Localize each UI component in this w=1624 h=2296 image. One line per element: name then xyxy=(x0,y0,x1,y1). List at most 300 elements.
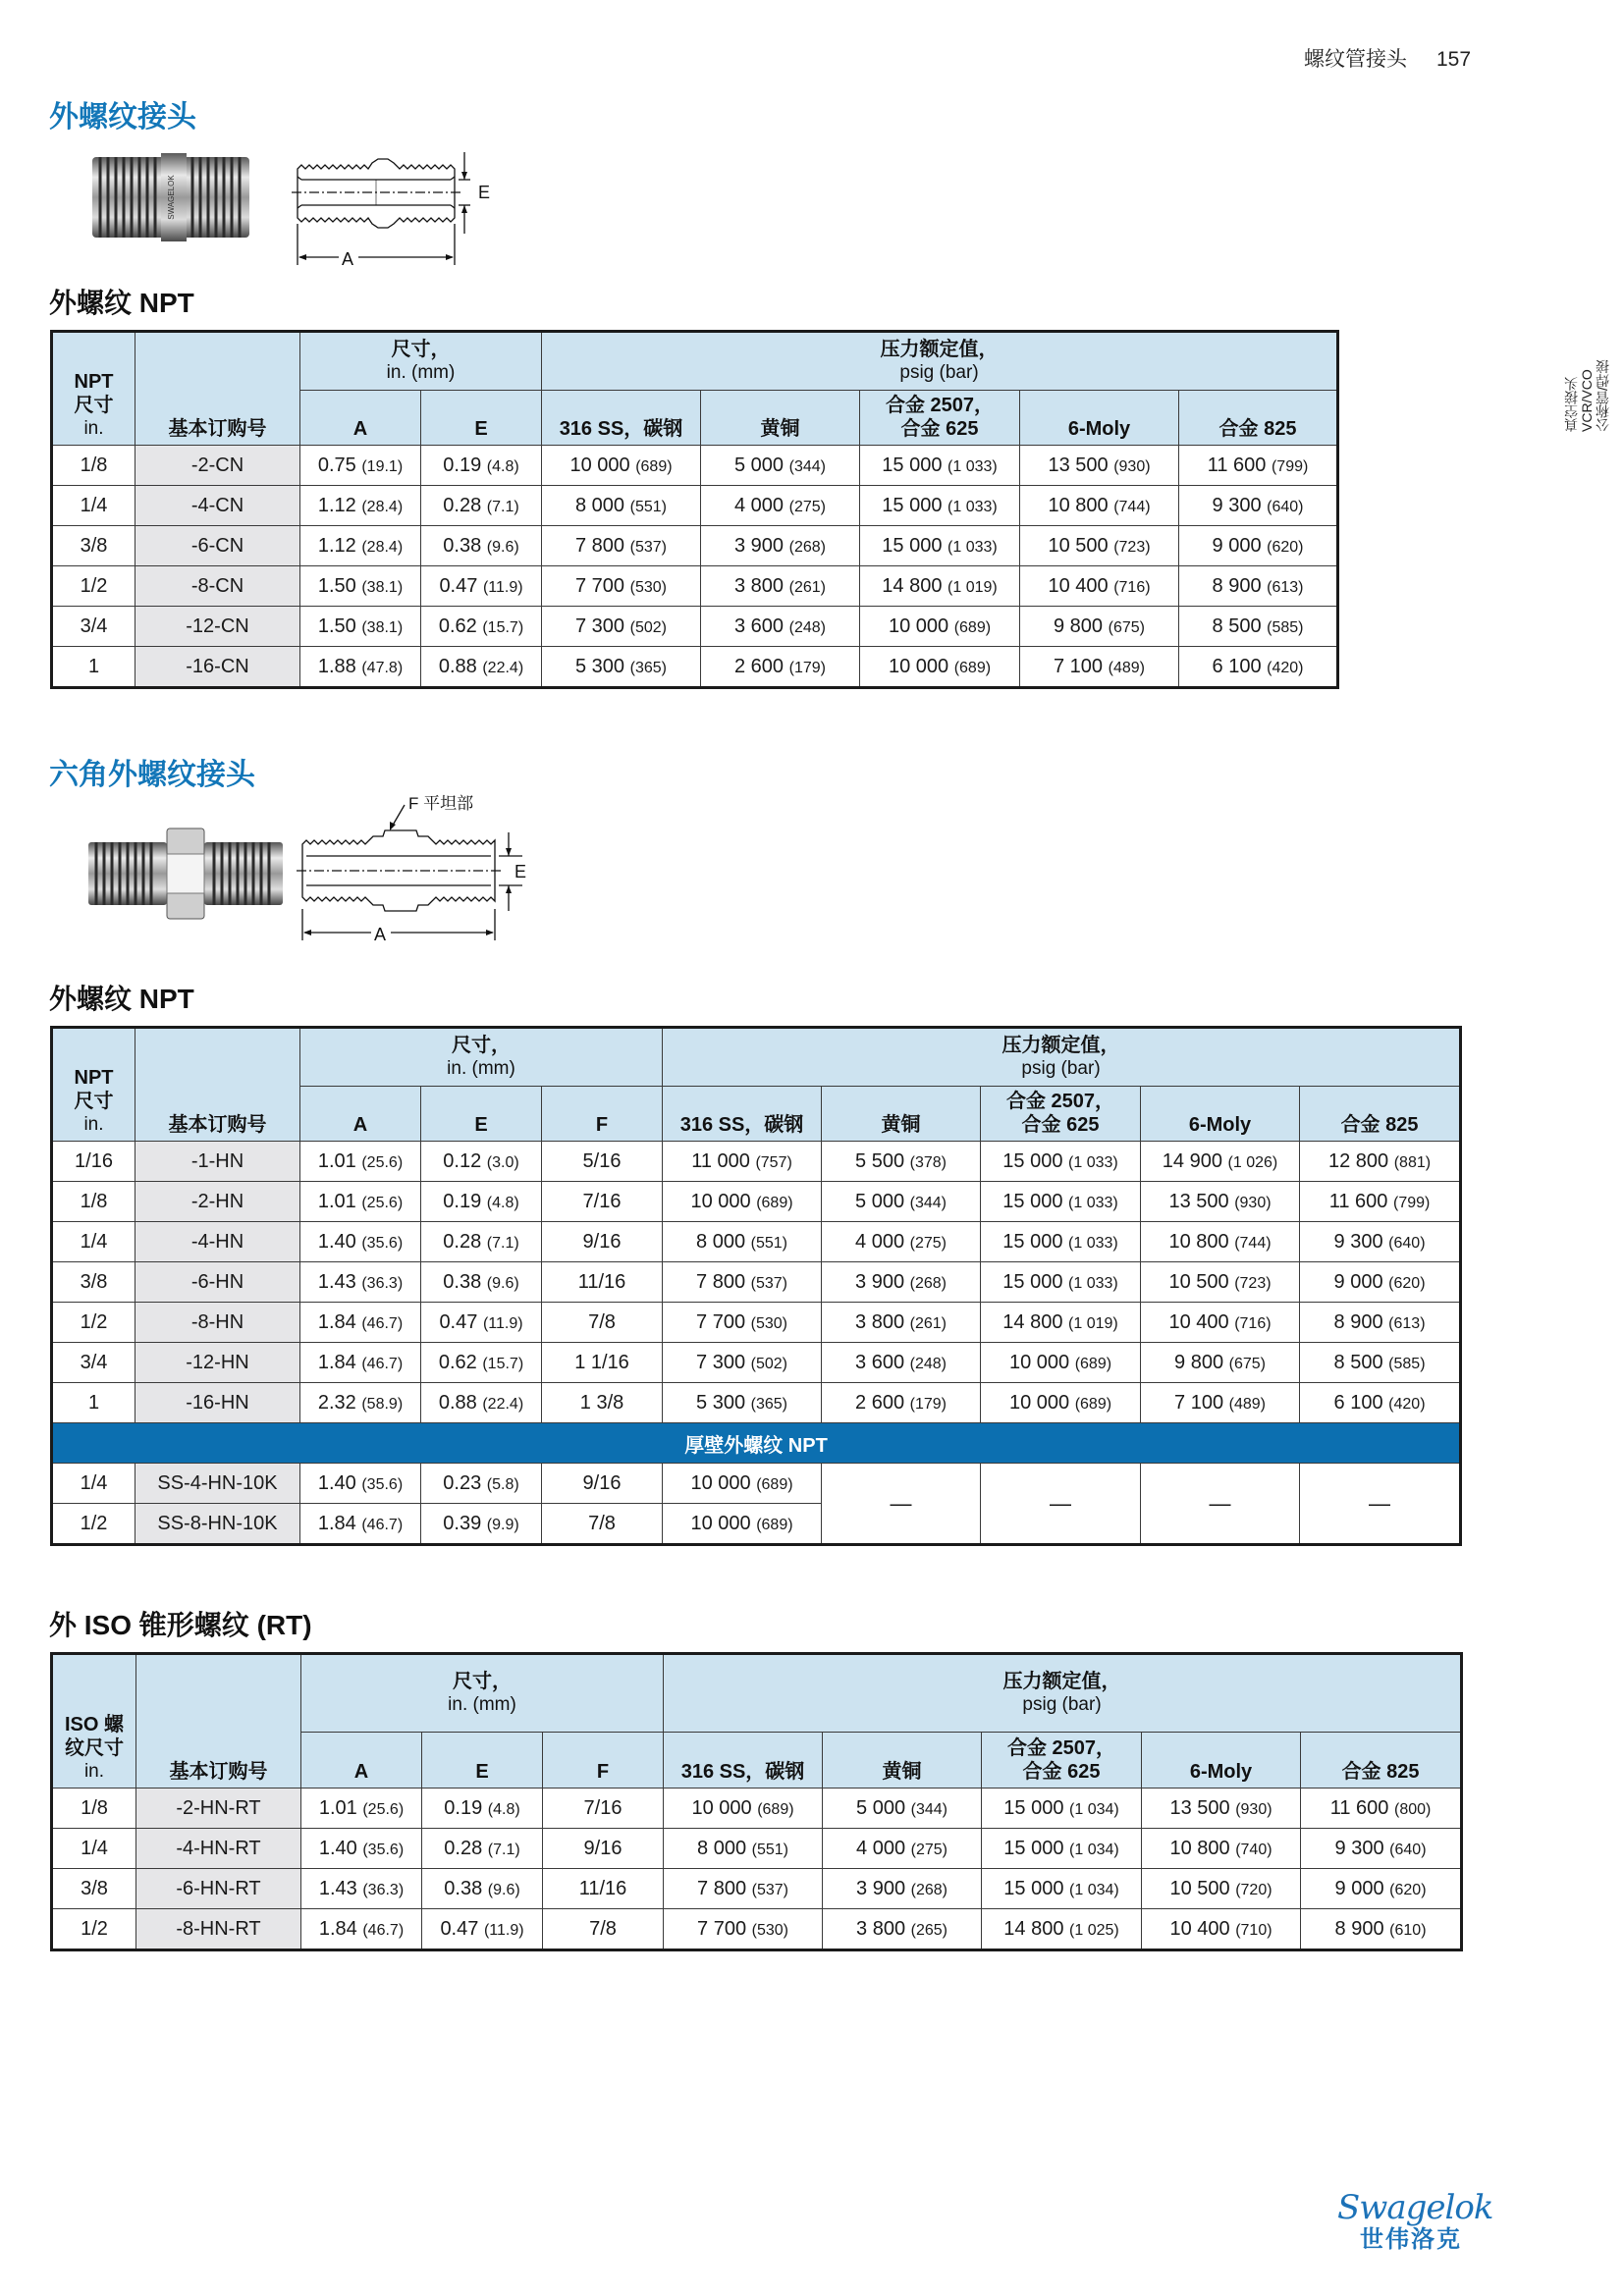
cell-alloy825 xyxy=(1300,1262,1461,1303)
value-bar: (930) xyxy=(1234,1194,1272,1211)
value-bar: (537) xyxy=(629,538,667,556)
value-bar: (689) xyxy=(953,618,992,636)
value-psig: 15 000 xyxy=(1002,1270,1063,1293)
cell-E xyxy=(422,1909,543,1950)
table-row xyxy=(52,486,1338,526)
cell-alloy2507 xyxy=(860,566,1020,607)
value-bar: (1 033) xyxy=(947,457,998,475)
size-header-line-2: 尺寸 xyxy=(74,395,114,416)
value-bar: (613) xyxy=(1388,1314,1426,1332)
cell-size: 3/4 xyxy=(52,607,135,647)
value-psig: 10 800 xyxy=(1169,1837,1230,1859)
table-body xyxy=(52,1142,1461,1423)
value-psig: 8 000 xyxy=(575,494,625,516)
value-psig: 9 300 xyxy=(1334,1837,1384,1859)
cell-size: 3/8 xyxy=(52,1262,135,1303)
cell-size: 1/2 xyxy=(52,566,135,607)
section-title-male-nipple: 外螺纹接头 xyxy=(49,101,196,133)
value-psig: 10 000 xyxy=(690,1512,751,1534)
cell-A xyxy=(300,486,421,526)
alloy625-label: 合金 625 xyxy=(1022,1761,1101,1783)
value-bar: (248) xyxy=(788,618,826,636)
col-header-brass: 黄铜 xyxy=(701,391,860,446)
cell-brass xyxy=(823,1789,982,1829)
alloy2507-label: 合金 2507， xyxy=(1005,1091,1115,1112)
cell-size: 1/8 xyxy=(52,1789,136,1829)
cell-alloy2507 xyxy=(981,1343,1141,1383)
cell-order-number: -2-CN xyxy=(135,446,300,486)
dim-group-unit: in. (mm) xyxy=(386,362,456,383)
cell-6moly xyxy=(1141,1142,1300,1182)
alloy625-label: 合金 625 xyxy=(900,418,979,440)
value-bar: (640) xyxy=(1267,498,1304,515)
cell-order-number: -2-HN xyxy=(135,1182,300,1222)
cell-size: 1/8 xyxy=(52,446,135,486)
value-in: 0.88 xyxy=(438,655,477,677)
cell-brass xyxy=(701,607,860,647)
cell-order-number: -8-CN xyxy=(135,566,300,607)
table-row xyxy=(52,1343,1461,1383)
pressure-group-unit: psig (bar) xyxy=(1022,1694,1102,1715)
spec-table-male-nipple xyxy=(50,330,1339,689)
cell-F: 7/8 xyxy=(542,1303,663,1343)
value-psig: 10 000 xyxy=(888,614,949,637)
male-nipple-drawing xyxy=(290,147,525,270)
cell-6moly xyxy=(1020,526,1179,566)
cell-order-number: -4-HN xyxy=(135,1222,300,1262)
cell-6moly xyxy=(1141,1262,1300,1303)
value-bar: (620) xyxy=(1389,1881,1427,1898)
value-psig: 9 000 xyxy=(1334,1877,1384,1899)
cell-alloy2507 xyxy=(982,1789,1142,1829)
col-header-brass: 黄铜 xyxy=(822,1087,981,1142)
value-in: 0.19 xyxy=(443,1190,482,1212)
value-bar: (716) xyxy=(1113,578,1151,596)
cell-A xyxy=(301,1829,422,1869)
value-psig: 7 100 xyxy=(1054,655,1104,677)
value-mm: (11.9) xyxy=(482,1314,523,1332)
cell-F: 7/16 xyxy=(543,1789,664,1829)
cell-F: 9/16 xyxy=(543,1829,664,1869)
spec-table-hex-nipple xyxy=(50,1026,1462,1546)
value-psig: 9 300 xyxy=(1212,494,1262,516)
value-psig: 13 500 xyxy=(1169,1796,1230,1819)
value-bar: (275) xyxy=(788,498,826,515)
side-tab-line-3: 真空接头 xyxy=(1563,377,1579,432)
cell-brass xyxy=(701,446,860,486)
value-psig: 14 800 xyxy=(882,574,943,597)
col-header-order: 基本订购号 xyxy=(136,1654,301,1789)
table-row xyxy=(52,1222,1461,1262)
side-tab-line-1: 公称管/焊接 xyxy=(1595,359,1610,432)
value-mm: (38.1) xyxy=(361,618,404,636)
cell-alloy825 xyxy=(1300,1303,1461,1343)
value-in: 1.12 xyxy=(317,534,356,557)
value-bar: (881) xyxy=(1393,1153,1432,1171)
value-psig: 15 000 xyxy=(1002,1149,1063,1172)
value-mm: (5.8) xyxy=(486,1475,519,1493)
value-in: 1.50 xyxy=(317,574,356,597)
cell-size: 1/8 xyxy=(52,1182,135,1222)
cell-6moly xyxy=(1142,1909,1301,1950)
col-header-6moly: 6-Moly xyxy=(1142,1733,1301,1789)
value-bar: (344) xyxy=(909,1194,947,1211)
value-bar: (1 033) xyxy=(1068,1153,1118,1171)
cell-alloy825 xyxy=(1179,446,1338,486)
cell-size: 1/2 xyxy=(52,1303,135,1343)
value-psig: 15 000 xyxy=(882,534,943,557)
value-psig: 8 000 xyxy=(697,1837,747,1859)
col-group-dimensions xyxy=(301,1654,664,1733)
value-bar: (689) xyxy=(756,1194,793,1211)
value-bar: (1 034) xyxy=(1069,1841,1119,1858)
cell-316ss xyxy=(663,1142,822,1182)
value-psig: 5 000 xyxy=(855,1190,905,1212)
cell-F: 1 3/8 xyxy=(542,1383,663,1423)
spec-table-iso-rt xyxy=(50,1652,1463,1951)
value-in: 1.88 xyxy=(317,655,356,677)
pressure-group-unit: psig (bar) xyxy=(899,362,979,383)
table-row xyxy=(52,1182,1461,1222)
cell-6moly xyxy=(1020,486,1179,526)
cell-order-number: -8-HN xyxy=(135,1303,300,1343)
value-bar: (689) xyxy=(1074,1395,1112,1413)
col-header-E: E xyxy=(422,1733,543,1789)
value-psig: 7 800 xyxy=(697,1877,747,1899)
cell-size: 1 xyxy=(52,1383,135,1423)
value-bar: (1 034) xyxy=(1069,1800,1119,1818)
value-psig: 15 000 xyxy=(1002,1190,1063,1212)
col-header-6moly: 6-Moly xyxy=(1020,391,1179,446)
value-psig: 10 000 xyxy=(691,1796,752,1819)
value-psig: 10 000 xyxy=(888,655,949,677)
section-title-hex-nipple: 六角外螺纹接头 xyxy=(49,759,255,791)
cell-alloy2507 xyxy=(860,446,1020,486)
value-bar: (179) xyxy=(788,659,826,676)
value-bar: (620) xyxy=(1388,1274,1426,1292)
cell-E xyxy=(422,1829,543,1869)
value-bar: (716) xyxy=(1234,1314,1272,1332)
cell-alloy2507 xyxy=(860,526,1020,566)
pressure-group-label: 压力额定值， xyxy=(1002,1671,1121,1692)
cell-E xyxy=(421,647,542,688)
cell-alloy825 xyxy=(1300,1383,1461,1423)
cell-alloy825 xyxy=(1301,1909,1462,1950)
value-mm: (7.1) xyxy=(486,1234,519,1252)
dim-group-label: 尺寸， xyxy=(453,1671,512,1692)
value-psig: 10 000 xyxy=(690,1471,751,1494)
dim-label-E: E xyxy=(514,862,527,881)
cell-A xyxy=(301,1869,422,1909)
value-bar: (689) xyxy=(756,1516,793,1533)
value-psig: 7 800 xyxy=(696,1270,746,1293)
value-bar: (723) xyxy=(1113,538,1151,556)
value-mm: (7.1) xyxy=(486,498,519,515)
cell-order-number: -12-HN xyxy=(135,1343,300,1383)
value-in: 0.75 xyxy=(317,454,356,476)
cell-order-number: SS-4-HN-10K xyxy=(135,1464,300,1504)
cell-brass xyxy=(822,1343,981,1383)
dim-group-label: 尺寸， xyxy=(391,339,451,360)
value-in: 1.40 xyxy=(318,1837,357,1859)
cell-6moly-na: — xyxy=(1141,1464,1300,1545)
value-bar: (689) xyxy=(1074,1355,1112,1372)
value-bar: (613) xyxy=(1267,578,1304,596)
page-section-name: 螺纹管接头 xyxy=(1304,48,1407,71)
cell-F: 7/8 xyxy=(542,1504,663,1545)
cell-size: 3/4 xyxy=(52,1343,135,1383)
value-psig: 3 900 xyxy=(856,1877,906,1899)
value-bar: (261) xyxy=(788,578,826,596)
value-psig: 5 300 xyxy=(696,1391,746,1414)
cell-alloy2507 xyxy=(982,1829,1142,1869)
value-bar: (689) xyxy=(757,1800,794,1818)
value-in: 1.40 xyxy=(317,1471,356,1494)
cell-E xyxy=(421,446,542,486)
swagelok-logo xyxy=(1337,2188,1493,2254)
col-header-size xyxy=(52,1654,136,1789)
table-body xyxy=(52,1789,1462,1950)
cell-brass xyxy=(823,1909,982,1950)
page-header xyxy=(1304,43,1471,73)
value-mm: (47.8) xyxy=(361,659,404,676)
col-header-size xyxy=(52,1028,135,1142)
cell-size: 1/16 xyxy=(52,1142,135,1182)
value-psig: 8 900 xyxy=(1212,574,1262,597)
cell-A xyxy=(300,1504,421,1545)
value-psig: 15 000 xyxy=(1002,1230,1063,1253)
value-psig: 7 700 xyxy=(697,1917,747,1940)
cell-A xyxy=(301,1789,422,1829)
value-psig: 5 000 xyxy=(734,454,785,476)
col-header-6moly: 6-Moly xyxy=(1141,1087,1300,1142)
value-in: 1.01 xyxy=(318,1796,357,1819)
value-psig: 8 900 xyxy=(1333,1310,1383,1333)
value-bar: (1 034) xyxy=(1069,1881,1119,1898)
value-psig: 7 700 xyxy=(575,574,625,597)
value-in: 0.23 xyxy=(443,1471,482,1494)
size-header-line-1: ISO 螺 xyxy=(64,1714,124,1735)
cell-alloy2507 xyxy=(981,1222,1141,1262)
value-bar: (551) xyxy=(629,498,667,515)
value-bar: (675) xyxy=(1108,618,1145,636)
cell-order-number: -4-HN-RT xyxy=(136,1829,301,1869)
value-bar: (799) xyxy=(1392,1194,1431,1211)
value-in: 1.43 xyxy=(318,1877,357,1899)
side-tab xyxy=(1540,344,1610,432)
cell-A xyxy=(300,566,421,607)
cell-F: 7/16 xyxy=(542,1182,663,1222)
value-mm: (22.4) xyxy=(482,659,524,676)
cell-E xyxy=(421,1383,542,1423)
size-header-line-1: NPT xyxy=(74,1067,114,1089)
cell-A xyxy=(300,607,421,647)
table-row xyxy=(52,1789,1462,1829)
cell-316ss xyxy=(663,1182,822,1222)
size-header-unit: in. xyxy=(83,1114,104,1135)
value-bar: (744) xyxy=(1234,1234,1272,1252)
brand-mark-text: SWAGELOK xyxy=(167,175,176,220)
value-bar: (800) xyxy=(1393,1800,1432,1818)
value-psig: 10 800 xyxy=(1048,494,1109,516)
col-group-dimensions xyxy=(300,1028,663,1087)
cell-brass xyxy=(823,1829,982,1869)
value-mm: (7.1) xyxy=(487,1841,520,1858)
value-mm: (46.7) xyxy=(361,1314,404,1332)
hex-nipple-drawing xyxy=(295,785,540,952)
value-psig: 10 500 xyxy=(1168,1270,1229,1293)
cell-6moly xyxy=(1141,1383,1300,1423)
cell-alloy2507-na: — xyxy=(981,1464,1141,1545)
col-header-A: A xyxy=(300,391,421,446)
col-header-size xyxy=(52,332,135,446)
dim-label-A: A xyxy=(374,925,387,944)
value-psig: 5 300 xyxy=(575,655,625,677)
cell-A xyxy=(300,1383,421,1423)
table-row xyxy=(52,1142,1461,1182)
value-bar: (585) xyxy=(1267,618,1304,636)
value-in: 0.19 xyxy=(443,454,482,476)
value-psig: 8 000 xyxy=(696,1230,746,1253)
value-psig: 7 700 xyxy=(696,1310,746,1333)
cell-alloy825 xyxy=(1301,1789,1462,1829)
value-psig: 10 400 xyxy=(1048,574,1109,597)
size-header-unit: in. xyxy=(83,418,104,439)
value-psig: 9 800 xyxy=(1174,1351,1224,1373)
dim-group-unit: in. (mm) xyxy=(448,1694,516,1715)
side-tab-line-2: VCR/VCO xyxy=(1579,369,1595,432)
pressure-group-unit: psig (bar) xyxy=(1021,1058,1101,1079)
cell-alloy825 xyxy=(1179,566,1338,607)
cell-F: 11/16 xyxy=(542,1262,663,1303)
heavy-wall-band xyxy=(52,1423,1461,1464)
value-psig: 11 000 xyxy=(691,1149,750,1172)
cell-size: 1/4 xyxy=(52,1829,136,1869)
value-mm: (46.7) xyxy=(361,1355,404,1372)
value-mm: (4.8) xyxy=(486,1194,519,1211)
cell-316ss xyxy=(542,566,701,607)
value-bar: (344) xyxy=(910,1800,947,1818)
col-header-alloy825: 合金 825 xyxy=(1179,391,1338,446)
value-psig: 13 500 xyxy=(1168,1190,1229,1212)
value-bar: (1 019) xyxy=(1068,1314,1118,1332)
value-psig: 14 900 xyxy=(1162,1149,1222,1172)
cell-alloy825 xyxy=(1301,1869,1462,1909)
col-header-E: E xyxy=(421,1087,542,1142)
value-bar: (710) xyxy=(1235,1921,1272,1939)
cell-6moly xyxy=(1141,1182,1300,1222)
value-bar: (268) xyxy=(910,1881,947,1898)
subtitle-iso-rt: 外 ISO 锥形螺纹 (RT) xyxy=(49,1610,312,1640)
cell-order-number: -16-HN xyxy=(135,1383,300,1423)
cell-alloy825 xyxy=(1179,486,1338,526)
value-psig: 4 000 xyxy=(856,1837,906,1859)
cell-size: 1/2 xyxy=(52,1909,136,1950)
cell-A xyxy=(300,1182,421,1222)
cell-E xyxy=(421,1303,542,1343)
hex-nipple-photo xyxy=(82,825,289,923)
value-mm: (28.4) xyxy=(361,498,404,515)
value-psig: 15 000 xyxy=(882,454,943,476)
cell-size: 3/8 xyxy=(52,1869,136,1909)
value-bar: (744) xyxy=(1113,498,1151,515)
size-header-line-1: NPT xyxy=(74,371,114,393)
value-bar: (675) xyxy=(1228,1355,1266,1372)
value-psig: 12 800 xyxy=(1327,1149,1389,1172)
value-in: 1.01 xyxy=(317,1190,356,1212)
cell-brass xyxy=(822,1222,981,1262)
cell-6moly xyxy=(1141,1343,1300,1383)
cell-order-number: -6-HN-RT xyxy=(136,1869,301,1909)
value-mm: (25.6) xyxy=(361,1194,404,1211)
value-bar: (489) xyxy=(1108,659,1145,676)
value-mm: (4.8) xyxy=(487,1800,520,1818)
value-in: 0.28 xyxy=(444,1837,483,1859)
value-bar: (585) xyxy=(1388,1355,1426,1372)
dim-label-E: E xyxy=(478,183,491,202)
cell-6moly xyxy=(1142,1829,1301,1869)
value-mm: (46.7) xyxy=(361,1516,404,1533)
table-row xyxy=(52,647,1338,688)
cell-A xyxy=(300,1343,421,1383)
cell-316ss xyxy=(542,446,701,486)
value-psig: 10 500 xyxy=(1169,1877,1230,1899)
cell-alloy825-na: — xyxy=(1300,1464,1461,1545)
subtitle-hex-male-npt: 外螺纹 NPT xyxy=(49,984,194,1014)
value-psig: 7 300 xyxy=(575,614,625,637)
value-in: 1.43 xyxy=(317,1270,356,1293)
cell-E xyxy=(421,486,542,526)
value-in: 2.32 xyxy=(317,1391,356,1414)
cell-A xyxy=(300,446,421,486)
cell-order-number: -1-HN xyxy=(135,1142,300,1182)
value-mm: (9.9) xyxy=(486,1516,519,1533)
value-bar: (723) xyxy=(1234,1274,1272,1292)
dim-group-label: 尺寸， xyxy=(452,1035,511,1056)
cell-order-number: SS-8-HN-10K xyxy=(135,1504,300,1545)
value-bar: (261) xyxy=(909,1314,947,1332)
value-bar: (799) xyxy=(1271,457,1309,475)
value-in: 0.47 xyxy=(439,574,478,597)
value-bar: (502) xyxy=(629,618,667,636)
cell-E xyxy=(421,566,542,607)
value-mm: (25.6) xyxy=(361,1153,404,1171)
value-in: 0.38 xyxy=(444,1877,483,1899)
value-in: 0.62 xyxy=(438,614,477,637)
value-mm: (9.6) xyxy=(487,1881,520,1898)
cell-brass xyxy=(822,1262,981,1303)
col-group-dimensions xyxy=(300,332,542,391)
col-header-alloy2507 xyxy=(982,1733,1142,1789)
col-header-316ss: 316 SS，碳钢 xyxy=(664,1733,823,1789)
cell-E xyxy=(421,1343,542,1383)
size-header-line-2: 尺寸 xyxy=(74,1091,114,1112)
cell-E xyxy=(422,1789,543,1829)
value-mm: (22.4) xyxy=(482,1395,524,1413)
value-psig: 15 000 xyxy=(1003,1837,1064,1859)
cell-A xyxy=(300,1464,421,1504)
cell-6moly xyxy=(1020,446,1179,486)
value-psig: 4 000 xyxy=(855,1230,905,1253)
cell-E xyxy=(421,1142,542,1182)
value-bar: (1 033) xyxy=(1068,1274,1118,1292)
male-nipple-photo xyxy=(82,147,259,245)
cell-316ss xyxy=(542,486,701,526)
value-psig: 2 600 xyxy=(734,655,785,677)
value-psig: 10 500 xyxy=(1048,534,1109,557)
value-bar: (275) xyxy=(910,1841,947,1858)
cell-alloy2507 xyxy=(860,647,1020,688)
